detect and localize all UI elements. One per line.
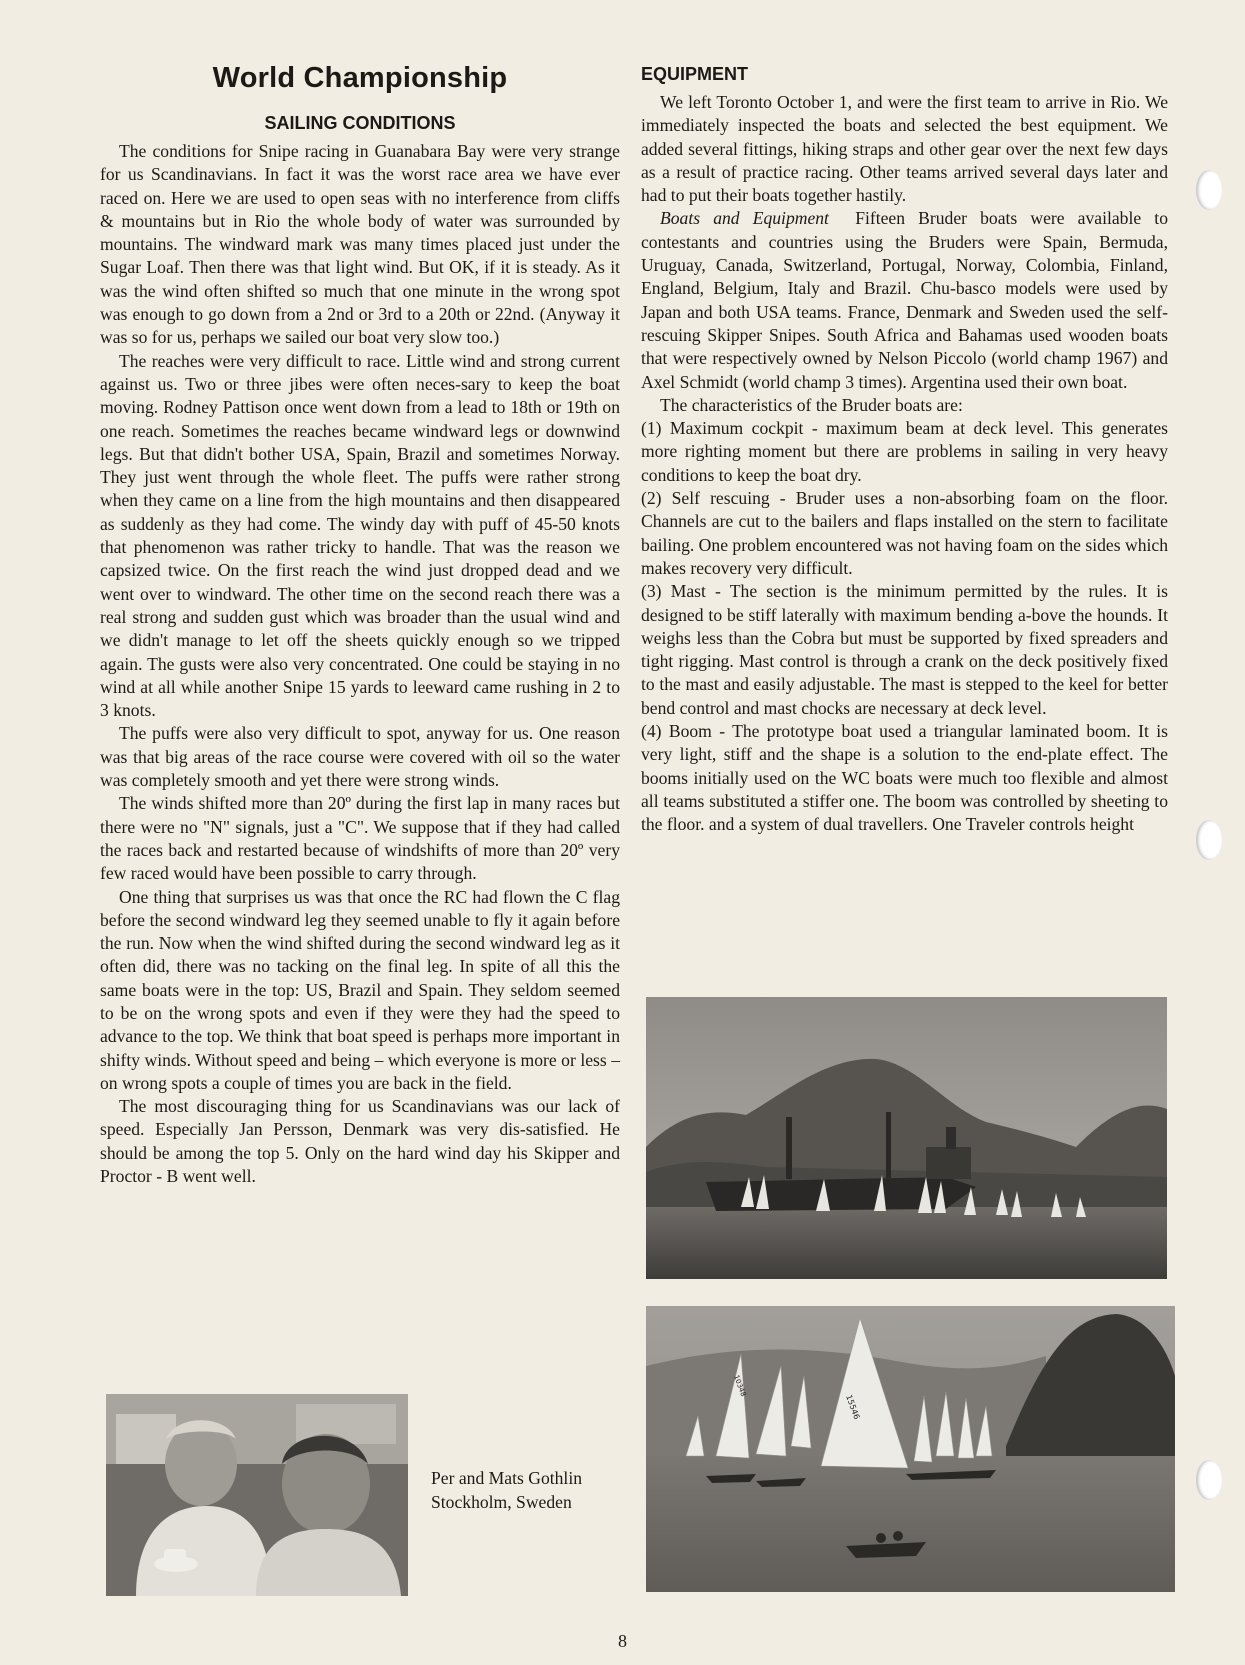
harbor-fleet-photo xyxy=(646,997,1167,1279)
right-column xyxy=(641,64,1168,837)
binder-hole xyxy=(1196,820,1222,860)
paragraph: We left Toronto October 1, and were the first team to arrive in Rio. We immediately inspected the boats and selected the best equipment. We added several fittings, hiking straps and other gear over the next few days as a result of practice racing. Other teams arrived several days later and had to put their boats together hastily. xyxy=(641,92,1168,206)
sailors-portrait-photo xyxy=(106,1394,408,1596)
list-item: (1) Maximum cockpit - maximum beam at deck level. This generates more righting moment but there are problems in sailing in very heavy conditions to keep the boat dry. xyxy=(641,418,1168,485)
paragraph: The characteristics of the Bruder boats are: xyxy=(660,394,963,415)
equipment-heading: EQUIPMENT xyxy=(641,64,749,84)
caption-names: Per and Mats Gothlin xyxy=(431,1468,582,1488)
list-item: (3) Mast - The section is the minimum permitted by the rules. It is designed to be stiff laterally with maximum bending a-bove the hounds. It weighs less than the Cobra but must be supported by fixed spreaders and tight rigging. Mast control is through a crank on the deck positively fixed to the mast and easily adjustable. The mast is stepped to the keel for better bend control and mast chocks are necessary at deck level. xyxy=(641,581,1168,718)
sail-number-large: 15546 xyxy=(844,1393,862,1421)
sail-number-mid: 10348 xyxy=(732,1373,748,1398)
caption-location: Stockholm, Sweden xyxy=(431,1492,572,1512)
paragraph: The conditions for Snipe racing in Guanabara Bay were very strange for us Scandinavians. In fact it was the worst race area we have ever raced on. Here we are used to open seas with no interference from cliffs & mountains but in Rio the whole body of water was surrounded by mountains. The windward mark was many times placed just under the Sugar Loaf. Then there was that light wind. But OK, if it is steady. As it was the wind often shifted so much that one minute in the wrong spot was enough to go down from a 2nd or 3rd to a 20th or 22nd. (Anyway it was so for us, perhaps we sailed our boat very slow too.) xyxy=(100,141,620,348)
photo-caption xyxy=(431,1466,631,1514)
article-title: World Championship xyxy=(212,62,508,94)
list-item: (4) Boom - The prototype boat used a triangular laminated boom. It is very light, stiff and the shape is a solution to the end-plate effect. The booms initially used on the WC boats were much too flexible and almost all teams substituted a stiffer one. The boom was controlled by sheeting to the floor. and a system of dual travellers. One Traveler controls height xyxy=(641,721,1168,835)
sailing-conditions-heading: SAILING CONDITIONS xyxy=(264,113,456,133)
paragraph: The puffs were also very difficult to spot, anyway for us. One reason was that big areas of the race course were covered with oil so the water was completely smooth and yet there were strong winds. xyxy=(100,723,620,791)
paragraph: The winds shifted more than 20º during the first lap in many races but there were no "N" signals, just a "C". We suppose that if they had called the races back and restarted because of windshifts of more than 20º very few raced would have been possible to carry through. xyxy=(100,793,620,884)
boats-paragraph xyxy=(641,207,1168,393)
paragraph: One thing that surprises us was that once the RC had flown the C flag before the second windward leg they seemed unable to fly it again before the run. Now when the wind shifted during the second windward leg as it often did, there was no tacking on the final leg. In spite of all this the same boats were in the top: US, Brazil and Spain. They seldom seemed to be on the wrong spots and even if they were they had the speed to advance to the top. We think that boat speed is perhaps more important in shifty winds. Without speed and being – which everyone is more or less – on wrong spots a couple of times you are back in the field. xyxy=(100,886,620,1093)
snipe-fleet-photo xyxy=(646,1306,1175,1592)
binder-hole xyxy=(1196,1460,1222,1500)
paragraph: The most discouraging thing for us Scandinavians was our lack of speed. Especially Jan Persson, Denmark was very dis-satisfied. He should be among the top 5. Only on the hard wind day his Skipper and Proctor - B went well. xyxy=(100,1096,620,1187)
paragraph: The reaches were very difficult to race. Little wind and strong current against us. Two or three jibes were often neces-sary to keep the boat moving. Rodney Pattison once went down from a lead to 18th or 19th on one reach. Sometimes the reaches became windward legs or downwind legs. But that didn't bother USA, Spain, Brazil and sometimes Norway. They just went through the whole fleet. The puffs were rather strong when they came on a line from the high mountains and then disappeared as suddenly as they had come. The windy day with puff of 45-50 knots that phenomenon was rather tricky to handle. That was the reason we capsized twice. On the first reach the wind just dropped dead and we went over to windward. The other time on the second reach there was a real strong and sudden gust which was broader than the usual wind and we didn't manage to let off the sheets quickly enough so we tripped again. The gusts were also very concentrated. One could be staying in no wind at all while another Snipe 15 yards to leeward came rushing in 2 to 3 knots. xyxy=(100,350,620,721)
page-number: 8 xyxy=(618,1631,627,1651)
boats-label: Boats and Equipment xyxy=(660,208,829,229)
binder-hole xyxy=(1196,170,1222,210)
left-column xyxy=(100,62,620,1188)
boats-text: Fifteen Bruder boats were available to contestants and countries using the Bruders were Spain, Bermuda, Uruguay, Canada, Switzerland, Portugal, Norway, Colombia, Finland, England, Belgium, Italy and Brazil. Chu-basco models were used by Japan and both USA teams. France, Denmark and Sweden used the self-rescuing Skipper Snipes. South Africa and Bahamas used wooden boats that were respectively owned by Nelson Piccolo (world champ 1967) and Axel Schmidt (world champ 3 times). Argentina used their own boat. xyxy=(641,208,1168,392)
list-item: (2) Self rescuing - Bruder uses a non-absorbing foam on the floor. Channels are cut to the bailers and flaps installed on the stern to facilitate bailing. One problem encountered was not having foam on the sides which makes recovery very difficult. xyxy=(641,488,1168,578)
